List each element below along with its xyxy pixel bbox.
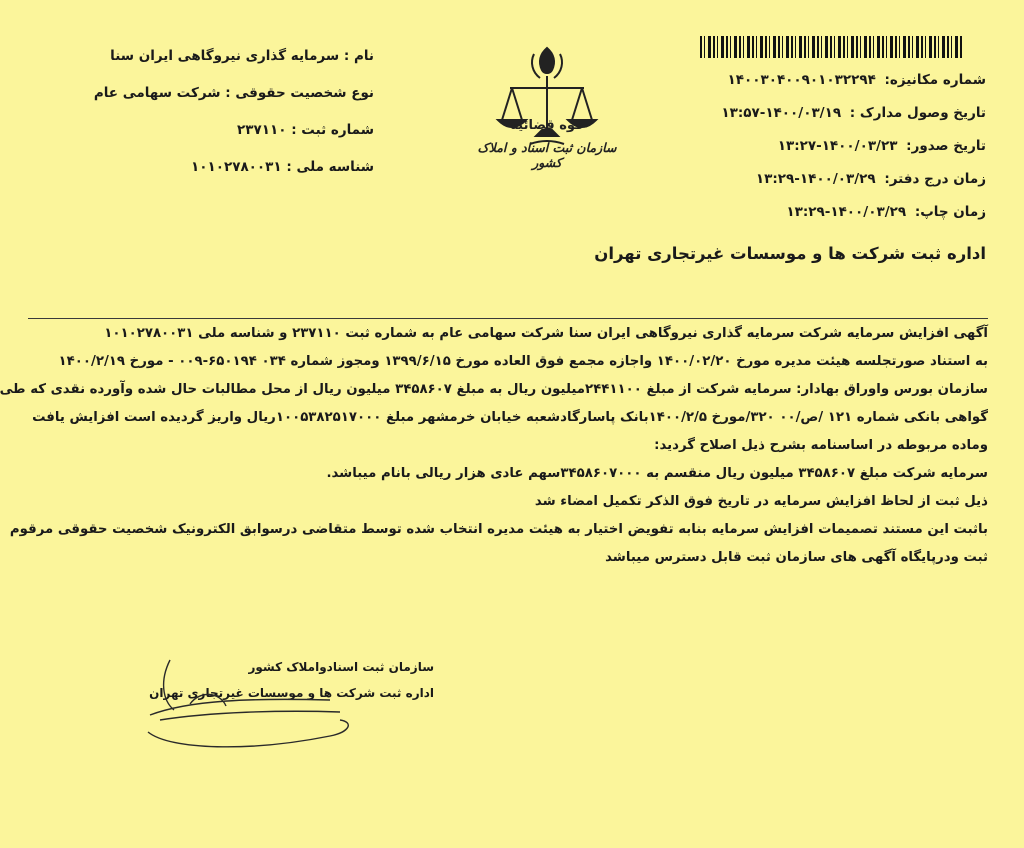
entity-type-value: شرکت سهامی عام — [93, 85, 221, 101]
document-meta — [686, 64, 986, 229]
entry-time-value: ۱۴۰۰/۰۳/۲۹-۱۳:۲۹ — [755, 171, 876, 187]
entity-type-row — [34, 75, 374, 112]
body-line: سرمایه شرکت مبلغ ۳۴۵۸۶۰۷ میلیون ریال منقسم به ۳۴۵۸۶۰۷۰۰۰سهم عادی هزار ریالی بانام میباشد. — [326, 466, 988, 481]
received-date-row — [686, 97, 986, 130]
body-line: باثبت این مستند تصمیمات افزایش سرمایه بنابه تفویض اختیار به هیئت مدیره انتخاب شده توسط متقاضی درسوابق الکترونیک شخصیت حقوقی مرقوم — [9, 522, 988, 537]
mechanized-number-row — [686, 64, 986, 97]
body-line: گواهی بانکی شماره ۱۲۱ /ص/۰۰ ۳۲۰/مورخ ۱۴۰۰/۲/۵بانک پاسارگادشعبه خیابان خرمشهر مبلغ ۱۰۰۵۳۸۲۵۱۷۰۰۰ریال واریز گردیده است افزایش یافت — [32, 410, 988, 425]
mechanized-number-value: ۱۴۰۰۳۰۴۰۰۹۰۱۰۳۲۲۹۴ — [727, 72, 876, 88]
print-time-label: زمان چاپ: — [914, 204, 986, 220]
entry-time-row — [686, 163, 986, 196]
registration-number-value: ۲۳۷۱۱۰ — [237, 122, 287, 138]
judiciary-label: قوه قضائیه — [510, 118, 584, 133]
body-line: سازمان بورس واوراق بهادار: سرمایه شرکت از مبلغ ۲۴۴۱۱۰۰میلیون ریال به مبلغ ۳۴۵۸۶۰۷ میلیون ریال از محل مطالبات حال شده وآورده نقدی که طی — [0, 382, 988, 397]
national-id-label: شناسه ملی : — [286, 159, 374, 175]
registration-number-label: شماره ثبت : — [291, 122, 374, 138]
body-line: به استناد صورتجلسه هیئت مدیره مورخ ۱۴۰۰/۰۲/۲۰ واجازه مجمع فوق العاده مورخ ۱۳۹۹/۶/۱۵ ومجوز شماره ۰۳۴ ۶۵۰۱۹۴-۰۰۹ - مورخ ۱۴۰۰/۲/۱۹ — [58, 354, 988, 369]
body-line: ذیل ثبت از لحاظ افزایش سرمایه در تاریخ فوق الذکر تکمیل امضاء شد — [534, 494, 988, 509]
national-id-value: ۱۰۱۰۲۷۸۰۰۳۱ — [191, 159, 282, 175]
signature-office: اداره ثبت شرکت ها و موسسات غیرتجاری تهران — [149, 686, 434, 700]
barcode — [700, 36, 962, 58]
company-name-label: نام : — [343, 48, 374, 64]
received-date-label: تاریخ وصول مدارک : — [849, 105, 986, 121]
company-name-row — [34, 38, 374, 75]
registration-number-row — [34, 112, 374, 149]
issue-date-row — [686, 130, 986, 163]
body-line: آگهی افزایش سرمایه شرکت سرمایه گذاری نیروگاهی ایران سنا شرکت سهامی عام به شماره ثبت ۲۳۷۱۱۰ و شناسه ملی ۱۰۱۰۲۷۸۰۰۳۱ — [104, 326, 988, 341]
body-line: ثبت ودرپایگاه آگهی های سازمان ثبت قابل دسترس میباشد — [605, 550, 988, 565]
entity-type-label: نوع شخصیت حقوقی : — [225, 85, 374, 101]
divider — [28, 318, 988, 319]
print-time-row — [686, 196, 986, 229]
notice-body — [0, 320, 988, 572]
body-line: وماده مربوطه در اساسنامه بشرح ذیل اصلاح گردید: — [654, 438, 988, 453]
entry-time-label: زمان درج دفتر: — [884, 171, 986, 187]
mechanized-number-label: شماره مکانیزه: — [884, 72, 986, 88]
signature-scribble-icon — [130, 640, 370, 760]
national-id-row — [34, 149, 374, 186]
issue-date-label: تاریخ صدور: — [906, 138, 986, 154]
office-heading: اداره ثبت شرکت ها و موسسات غیرتجاری تهران — [594, 244, 986, 263]
company-name-value: سرمایه گذاری نیروگاهی ایران سنا — [110, 48, 340, 64]
issue-date-value: ۱۴۰۰/۰۳/۲۳-۱۳:۲۷ — [777, 138, 898, 154]
received-date-value: ۱۴۰۰/۰۳/۱۹-۱۳:۵۷ — [721, 105, 842, 121]
print-time-value: ۱۴۰۰/۰۳/۲۹-۱۳:۲۹ — [786, 204, 907, 220]
company-identity — [34, 38, 374, 186]
registry-organization-label: سازمان ثبت اسناد و املاک کشور — [477, 140, 617, 170]
signature-organization: سازمان ثبت اسنادواملاک کشور — [248, 660, 434, 674]
